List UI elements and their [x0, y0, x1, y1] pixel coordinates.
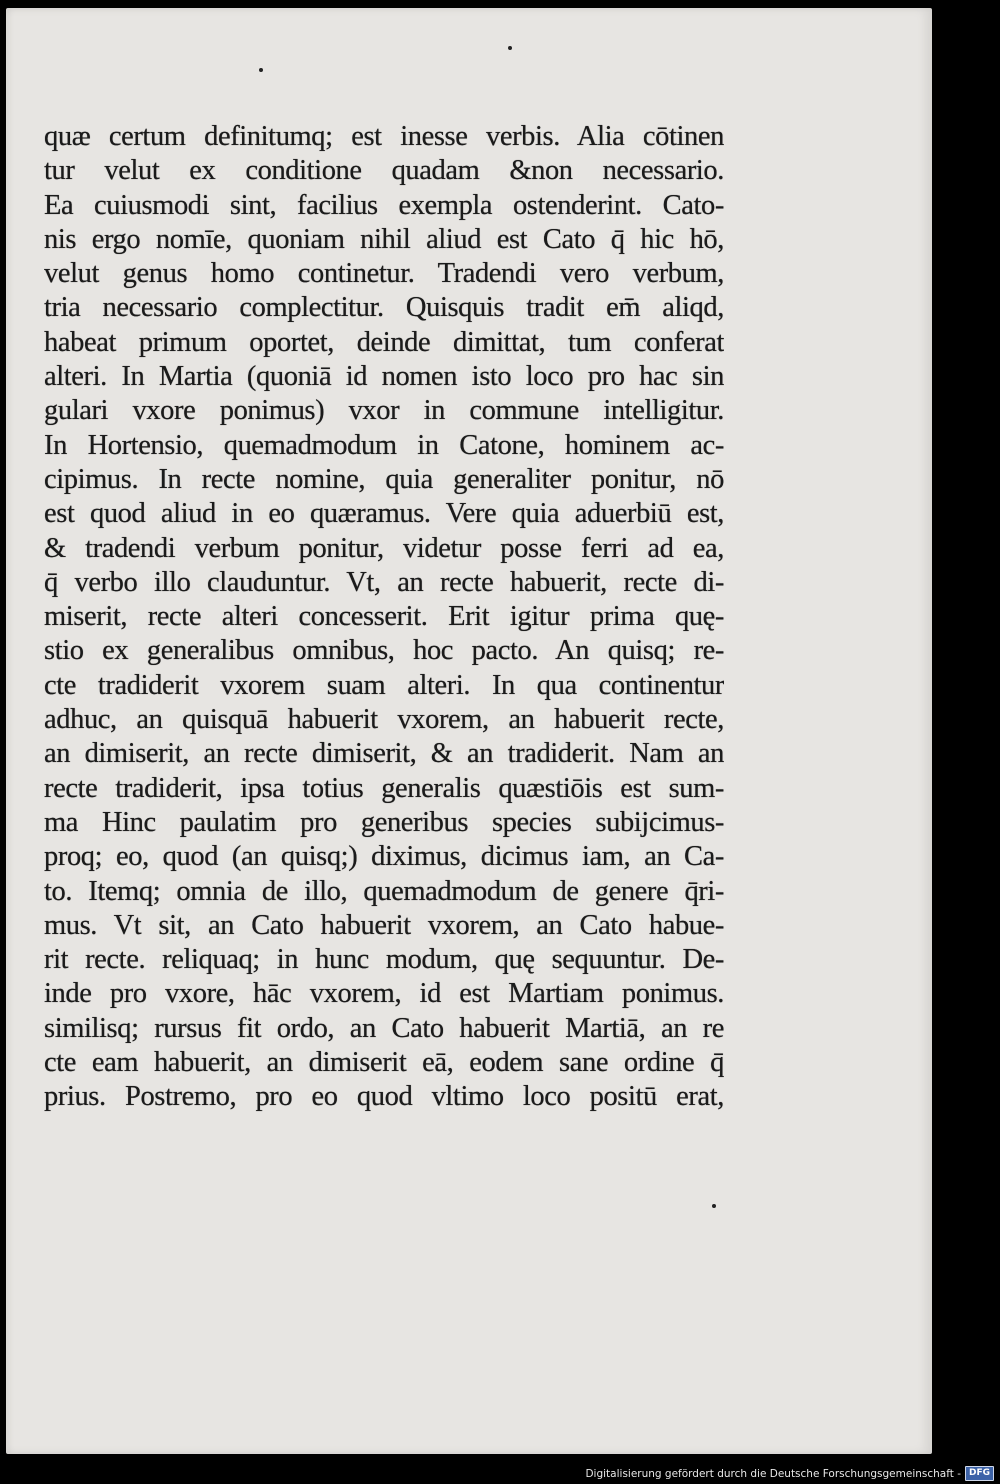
text-line: est quod aliud in eo quæramus. Vere quia aduerbiū est, — [44, 498, 724, 530]
page-text — [44, 120, 724, 1115]
text-line: nis ergo nomīe, quoniam nihil aliud est Cato q̄ hic hō, — [44, 223, 724, 255]
text-line: alteri. In Martia (quoniā id nomen isto loco pro hac sin — [44, 361, 724, 393]
text-line: rit recte. reliquaq; in hunc modum, quę sequuntur. De- — [44, 944, 724, 976]
text-line: recte tradiderit, ipsa totius generalis quæstiōis est sum- — [44, 772, 724, 804]
book-page — [6, 8, 932, 1454]
text-line: Ea cuiusmodi sint, facilius exempla ostenderint. Cato- — [44, 189, 724, 221]
text-line: & tradendi verbum ponitur, videtur posse ferri ad ea, — [44, 532, 724, 564]
text-line: proq; eo, quod (an quisq;) diximus, dicimus iam, an Ca- — [44, 841, 724, 873]
text-line: q̄ verbo illo clauduntur. Vt, an recte habuerit, recte di- — [44, 566, 724, 598]
text-line: In Hortensio, quemadmodum in Catone, hominem ac- — [44, 429, 724, 461]
text-line: tur velut ex conditione quadam &non necessario. — [44, 155, 724, 187]
text-line: similisq; rursus fit ordo, an Cato habuerit Martiā, an re — [44, 1012, 724, 1044]
funding-notice: Digitalisierung gefördert durch die Deutsche Forschungsgemeinschaft - — [585, 1467, 961, 1480]
text-line: to. Itemq; omnia de illo, quemadmodum de genere q̄ri- — [44, 875, 724, 907]
text-line: cipimus. In recte nomine, quia generaliter ponitur, nō — [44, 463, 724, 495]
text-line: tria necessario complectitur. Quisquis tradit em̄ aliqd, — [44, 292, 724, 324]
text-line: prius. Postremo, pro eo quod vltimo loco positū erat, — [44, 1081, 724, 1113]
digitization-footer — [585, 1466, 994, 1481]
text-line: mus. Vt sit, an Cato habuerit vxorem, an Cato habue- — [44, 909, 724, 941]
dfg-logo: DFG — [965, 1466, 994, 1481]
text-line: stio ex generalibus omnibus, hoc pacto. An quisq; re- — [44, 635, 724, 667]
text-line: cte eam habuerit, an dimiserit eā, eodem sane ordine q̄ — [44, 1047, 724, 1079]
ink-speck — [712, 1204, 716, 1208]
text-line: habeat primum oportet, deinde dimittat, tum conferat — [44, 326, 724, 358]
ink-speck — [259, 68, 263, 72]
text-line: adhuc, an quisquā habuerit vxorem, an habuerit recte, — [44, 704, 724, 736]
ink-speck — [508, 46, 512, 50]
text-line: miserit, recte alteri concesserit. Erit igitur prima quę- — [44, 601, 724, 633]
text-line: ma Hinc paulatim pro generibus species subijcimus- — [44, 806, 724, 838]
text-line: cte tradiderit vxorem suam alteri. In qua continentur — [44, 669, 724, 701]
text-line: velut genus homo continetur. Tradendi vero verbum, — [44, 258, 724, 290]
text-line: quæ certum definitumq; est inesse verbis. Alia cōtinen — [44, 121, 724, 152]
text-line: inde pro vxore, hāc vxorem, id est Martiam ponimus. — [44, 978, 724, 1010]
text-line: an dimiserit, an recte dimiserit, & an tradiderit. Nam an — [44, 738, 724, 770]
text-line: gulari vxore ponimus) vxor in commune intelligitur. — [44, 395, 724, 427]
